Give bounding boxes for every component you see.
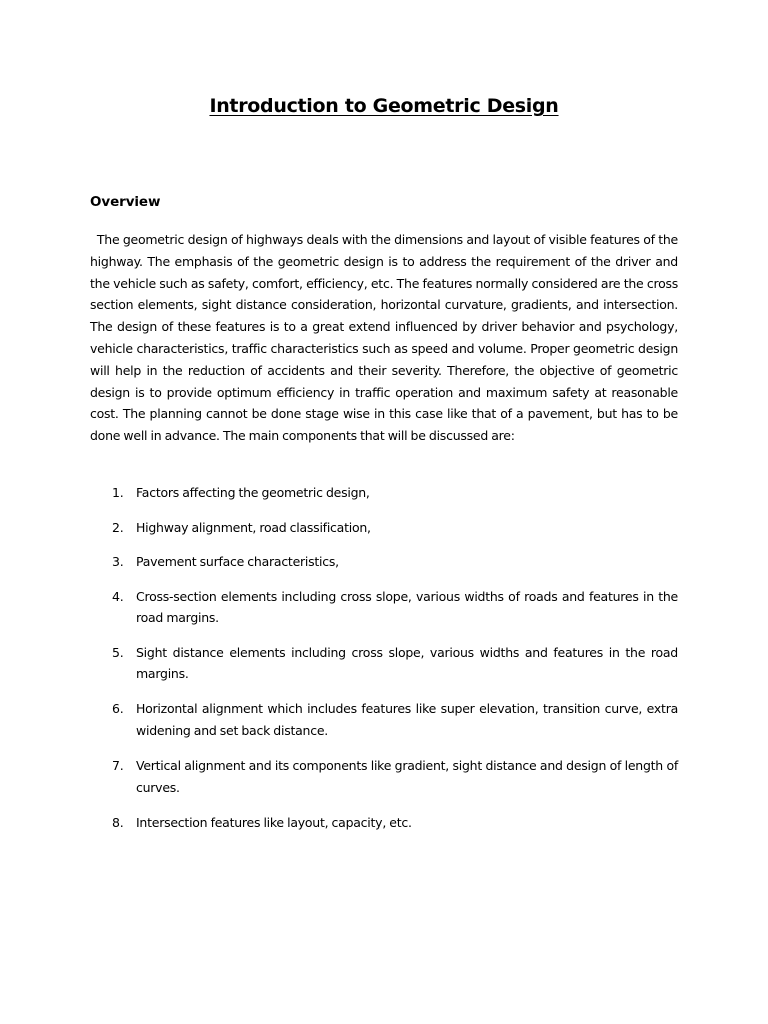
list-item-text: Factors affecting the geometric design, (136, 485, 370, 500)
list-item-number: 7. (112, 758, 124, 773)
list-item-number: 4. (112, 588, 124, 604)
list-item-number: 6. (112, 701, 124, 716)
list-item-number: 2. (112, 519, 124, 535)
list-item-number: 1. (112, 485, 124, 500)
list-item-number: 8. (112, 814, 124, 830)
section-heading-overview: Overview (90, 194, 161, 210)
list-item-text: Intersection features like layout, capacity, etc. (136, 814, 412, 830)
list-item-text: Sight distance elements including cross slope, various widths and features in the road margins. (136, 644, 678, 682)
page-title: Introduction to Geometric Design (209, 95, 559, 117)
list-item-number: 5. (112, 644, 124, 660)
list-item-number: 3. (112, 553, 124, 569)
list-item-text: Vertical alignment and its components like gradient, sight distance and design of length of curves. (136, 758, 678, 795)
list-item-text: Highway alignment, road classification, (136, 519, 371, 535)
list-item-text: Horizontal alignment which includes features like super elevation, transition curve, extra widening and set back distance. (136, 701, 678, 738)
overview-paragraph: The geometric design of highways deals with the dimensions and layout of visible features of the highway. The emphasis of the geometric design is to address the requirement of the driver and the vehicle such as safety, comfort, efficiency, etc. The features normally considered are the cross section elements, sight distance consideration, horizontal curvature, gradients, and intersection. The design of these features is to a great extend influenced by driver behavior and psychology, vehicle characteristics, traffic characteristics such as speed and volume. Proper geometric design will help in the reduction of accidents and their severity. Therefore, the objective of geometric design is to provide optimum efficiency in traffic operation and maximum safety at reasonable cost. The planning cannot be done stage wise in this case like that of a pavement, but has to be done well in advance. The main components that will be discussed are: (90, 232, 678, 444)
list-item-text: Pavement surface characteristics, (136, 553, 339, 569)
list-item-text: Cross-section elements including cross slope, various widths of roads and features in the road margins. (136, 588, 678, 626)
